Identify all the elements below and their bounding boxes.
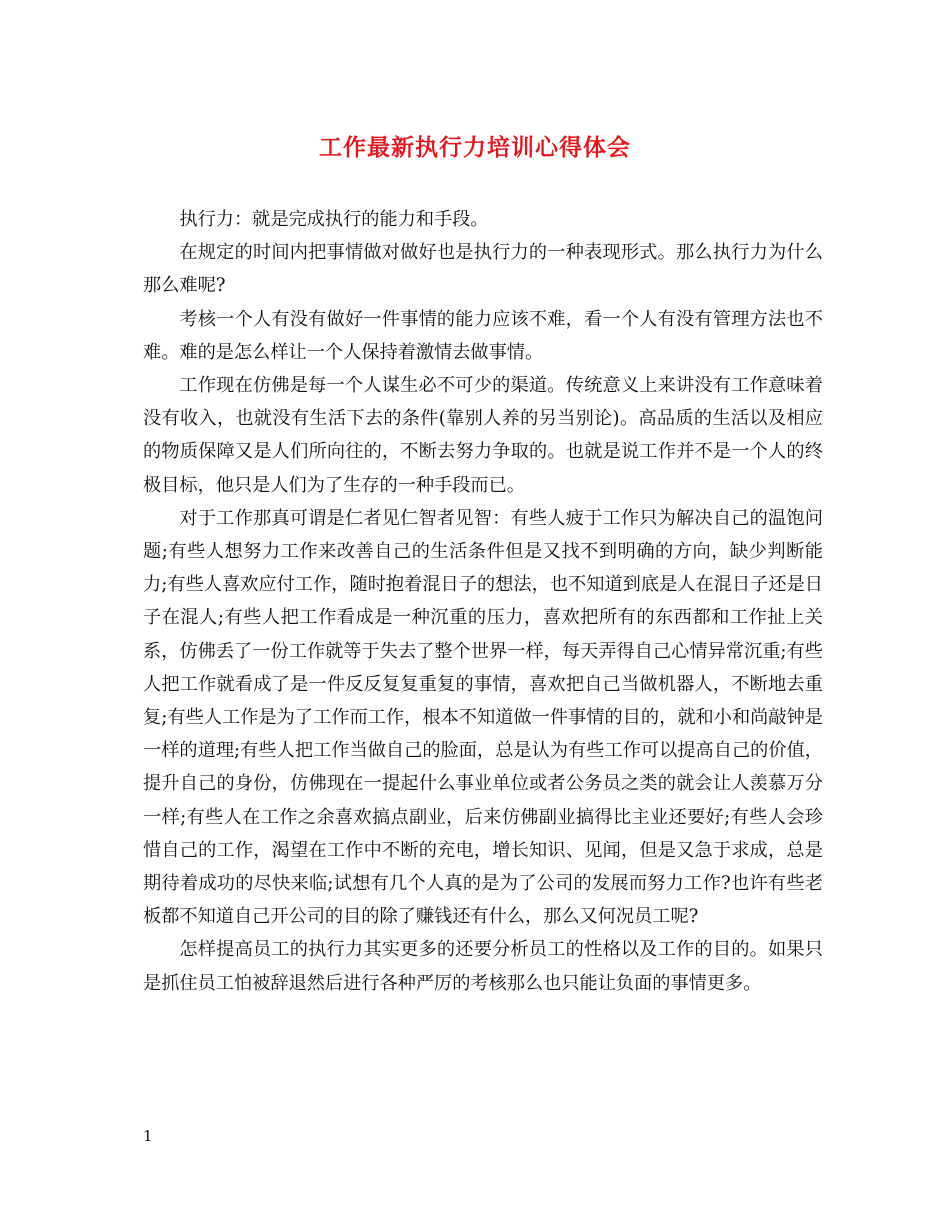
page-number: 1 — [143, 1127, 153, 1145]
document-body — [143, 203, 823, 1000]
paragraph: 工作现在仿佛是每一个人谋生必不可少的渠道。传统意义上来讲没有工作意味着没有收入，也就没有生活下去的条件(靠别人养的另当别论)。高品质的生活以及相应的物质保障又是人们所向往的，不断去努力争取的。也就是说工作并不是一个人的终极目标，他只是人们为了生存的一种手段而已。 — [143, 375, 823, 496]
paragraph: 对于工作那真可谓是仁者见仁智者见智：有些人疲于工作只为解决自己的温饱问题;有些人想努力工作来改善自己的生活条件但是又找不到明确的方向，缺少判断能力;有些人喜欢应付工作，随时抱着混日子的想法，也不知道到底是人在混日子还是日子在混人;有些人把工作看成是一种沉重的压力，喜欢把所有的东西都和工作扯上关系，仿佛丢了一份工作就等于失去了整个世界一样，每天弄得自己心情异常沉重;有些人把工作就看成了是一件反反复复重复的事情，喜欢把自己当做机器人，不断地去重复;有些人工作是为了工作而工作，根本不知道做一件事情的目的，就和小和尚敲钟是一样的道理;有些人把工作当做自己的脸面，总是认为有些工作可以提高自己的价值，提升自己的身份，仿佛现在一提起什么事业单位或者公务员之类的就会让人羡慕万分一样;有些人在工作之余喜欢搞点副业，后来仿佛副业搞得比主业还要好;有些人会珍惜自己的工作，渴望在工作中不断的充电，增长知识、见闻，但是又急于求成，总是期待着成功的尽快来临;试想有几个人真的是为了公司的发展而努力工作?也许有些老板都不知道自己开公司的目的除了赚钱还有什么，那么又何况员工呢? — [143, 507, 823, 928]
paragraph: 考核一个人有没有做好一件事情的能力应该不难，看一个人有没有管理方法也不难。难的是怎么样让一个人保持着激情去做事情。 — [143, 308, 823, 363]
document-title: 工作最新执行力培训心得体会 — [319, 134, 631, 161]
paragraph: 执行力：就是完成执行的能力和手段。 — [179, 209, 489, 230]
paragraph: 在规定的时间内把事情做对做好也是执行力的一种表现形式。那么执行力为什么那么难呢? — [143, 242, 823, 297]
paragraph: 怎样提高员工的执行力其实更多的还要分析员工的性格以及工作的目的。如果只是抓住员工怕被辞退然后进行各种严厉的考核那么也只能让负面的事情更多。 — [143, 939, 823, 994]
